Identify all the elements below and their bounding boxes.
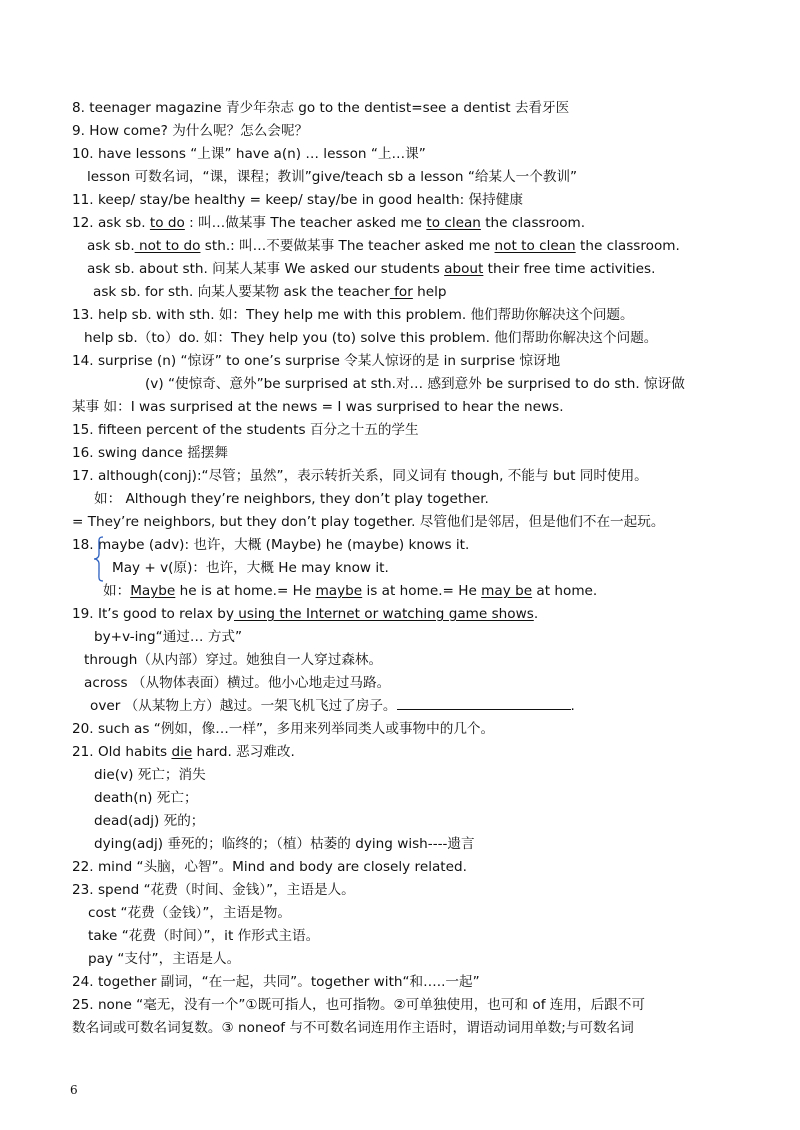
text-line-19e xyxy=(90,696,575,716)
text-segment: ask sb. xyxy=(87,238,135,254)
text-line-19a xyxy=(72,604,538,624)
text-line-11 xyxy=(72,190,523,210)
text-segment: 11. keep/ stay/be healthy = keep/ stay/be in good health: 保持健康 xyxy=(72,192,523,208)
text-segment: dying(adj) 垂死的；临终的；（植）枯萎的 dying wish----遗言 xyxy=(94,836,475,852)
answer-blank xyxy=(397,697,571,710)
text-line-12d xyxy=(93,282,447,302)
text-segment: (v) “使惊奇、意外”be surprised at sth.对… 感到意外 be surprised to do sth. 惊讶做 xyxy=(145,376,685,392)
text-segment: across （从物体表面）横过。他小心地走过马路。 xyxy=(84,675,391,691)
text-line-21e xyxy=(94,834,475,854)
text-line-14b xyxy=(145,374,685,394)
text-segment: 12. ask sb. xyxy=(72,215,150,231)
text-line-14a xyxy=(72,351,560,371)
text-segment: he is at home.= He xyxy=(175,583,316,599)
text-segment: hard. 恶习难改. xyxy=(192,744,295,760)
text-line-23a xyxy=(72,880,355,900)
text-segment: 19. It’s good to relax by xyxy=(72,606,234,622)
text-line-10b xyxy=(87,167,577,187)
text-segment: 25. none “毫无，没有一个”①既可指人，也可指物。②可单独使用，也可和 of 连用，后跟不可 xyxy=(72,997,645,1013)
text-line-12c xyxy=(87,259,655,279)
text-line-12b xyxy=(87,236,680,256)
text-segment: : 叫…做某事 The teacher asked me xyxy=(184,215,427,231)
underlined-text: Maybe xyxy=(130,583,176,599)
text-line-21a xyxy=(72,742,295,762)
underlined-text: for xyxy=(389,284,413,300)
text-line-9 xyxy=(72,121,308,141)
text-segment: 8. teenager magazine 青少年杂志 go to the dentist=see a dentist 去看牙医 xyxy=(72,100,570,116)
text-segment: 21. Old habits xyxy=(72,744,172,760)
text-line-16 xyxy=(72,443,228,463)
underlined-text: maybe xyxy=(315,583,363,599)
text-line-17a xyxy=(72,466,648,486)
text-segment: 某事 如：I was surprised at the news = I was surprised to hear the news. xyxy=(72,399,564,415)
text-line-13b xyxy=(84,328,657,348)
text-segment: lesson 可数名词，“课，课程；教训”give/teach sb a lesson “给某人一个教训” xyxy=(87,169,578,185)
text-segment: their free time activities. xyxy=(483,261,656,277)
text-line-21d xyxy=(94,811,204,831)
text-line-24 xyxy=(72,972,480,992)
text-segment: 17. although(conj):“尽管；虽然”，表示转折关系，同义词有 though, 不能与 but 同时使用。 xyxy=(72,468,648,484)
text-line-22 xyxy=(72,857,467,877)
text-line-17b xyxy=(94,489,489,509)
text-segment: dead(adj) 死的； xyxy=(94,813,205,829)
text-segment: . xyxy=(533,606,539,622)
text-segment: 9. How come? 为什么呢？怎么会呢？ xyxy=(72,123,309,139)
underlined-text: to clean xyxy=(426,215,481,231)
text-segment: ask sb. for sth. 向某人要某物 ask the teacher xyxy=(93,284,390,300)
text-line-17c xyxy=(72,512,664,532)
text-segment: 数名词或可数名词复数。③ noneof 与不可数名词连用作主语时，谓语动词用单数;与可数名词 xyxy=(72,1020,634,1036)
text-segment: over （从某物上方）越过。一架飞机飞过了房子。 xyxy=(90,698,397,714)
text-segment: 20. such as “例如，像…一样”，多用来列举同类人或事物中的几个。 xyxy=(72,721,495,737)
text-segment: death(n) 死亡； xyxy=(94,790,198,806)
underlined-text: may be xyxy=(481,583,533,599)
text-segment: by+v-ing“通过… 方式” xyxy=(94,629,243,645)
underlined-text: die xyxy=(171,744,193,760)
text-segment: cost “花费（金钱）”，主语是物。 xyxy=(88,905,291,921)
text-segment: May + v(原)：也许，大概 He may know it. xyxy=(112,560,389,576)
text-line-23b xyxy=(88,903,291,923)
text-line-20 xyxy=(72,719,494,739)
text-segment: 13. help sb. with sth. 如：They help me with this problem. 他们帮助你解决这个问题。 xyxy=(72,307,634,323)
text-line-18b xyxy=(112,558,389,578)
text-line-10a xyxy=(72,144,426,164)
text-segment: die(v) 死亡；消失 xyxy=(94,767,206,783)
text-line-25a xyxy=(72,995,645,1015)
text-segment: pay “支付”，主语是人。 xyxy=(88,951,241,967)
curly-brace-icon xyxy=(93,536,105,582)
text-segment: 10. have lessons “上课” have a(n) … lesson “上…课” xyxy=(72,146,426,162)
page-number: 6 xyxy=(70,1083,78,1097)
text-segment: 14. surprise (n) “惊讶” to one’s surprise 令某人惊讶的是 in surprise 惊讶地 xyxy=(72,353,561,369)
text-line-25b xyxy=(72,1018,634,1038)
text-line-21c xyxy=(94,788,198,808)
text-segment: 23. spend “花费（时间、金钱）”，主语是人。 xyxy=(72,882,355,898)
text-segment: through（从内部）穿过。她独自一人穿过森林。 xyxy=(84,652,383,668)
text-segment: . xyxy=(570,698,575,714)
text-line-19c xyxy=(84,650,382,670)
text-line-12a xyxy=(72,213,585,233)
text-line-13a xyxy=(72,305,634,325)
text-segment: 如： xyxy=(103,583,131,599)
text-line-14c xyxy=(72,397,564,417)
text-segment: 18. maybe (adv): 也许，大概 (Maybe) he (maybe) knows it. xyxy=(72,537,470,553)
text-line-23d xyxy=(88,949,240,969)
underlined-text: not to do xyxy=(134,238,201,254)
underlined-text: to do xyxy=(149,215,185,231)
text-segment: take “花费（时间）”，it 作形式主语。 xyxy=(88,928,320,944)
text-segment: the classroom. xyxy=(575,238,680,254)
text-segment: help sb.（to）do. 如：They help you (to) solve this problem. 他们帮助你解决这个问题。 xyxy=(84,330,658,346)
text-segment: ask sb. about sth. 问某人某事 We asked our students xyxy=(87,261,445,277)
text-segment: help xyxy=(412,284,447,300)
text-segment: 15. fifteen percent of the students 百分之十五的学生 xyxy=(72,422,419,438)
text-line-18c xyxy=(103,581,597,601)
text-segment: the classroom. xyxy=(480,215,586,231)
underlined-text: about xyxy=(444,261,484,277)
text-segment: = They’re neighbors, but they don’t play together. 尽管他们是邻居，但是他们不在一起玩。 xyxy=(72,514,665,530)
text-line-19d xyxy=(84,673,390,693)
text-line-8 xyxy=(72,98,569,118)
text-line-15 xyxy=(72,420,419,440)
underlined-text: not to clean xyxy=(494,238,576,254)
text-segment: 如： Although they’re neighbors, they don’t play together. xyxy=(94,491,489,507)
text-segment: sth.: 叫…不要做某事 The teacher asked me xyxy=(200,238,495,254)
text-line-19b xyxy=(94,627,242,647)
text-line-23c xyxy=(88,926,319,946)
text-line-18a xyxy=(72,535,469,555)
underlined-text: using the Internet or watching game shows xyxy=(233,606,534,622)
text-line-21b xyxy=(94,765,206,785)
text-segment: is at home.= He xyxy=(362,583,482,599)
text-segment: 24. together 副词，“在一起，共同”。together with“和…..一起” xyxy=(72,974,480,990)
text-segment: at home. xyxy=(532,583,598,599)
text-segment: 16. swing dance 摇摆舞 xyxy=(72,445,228,461)
text-segment: 22. mind “头脑，心智”。Mind and body are closely related. xyxy=(72,859,467,875)
